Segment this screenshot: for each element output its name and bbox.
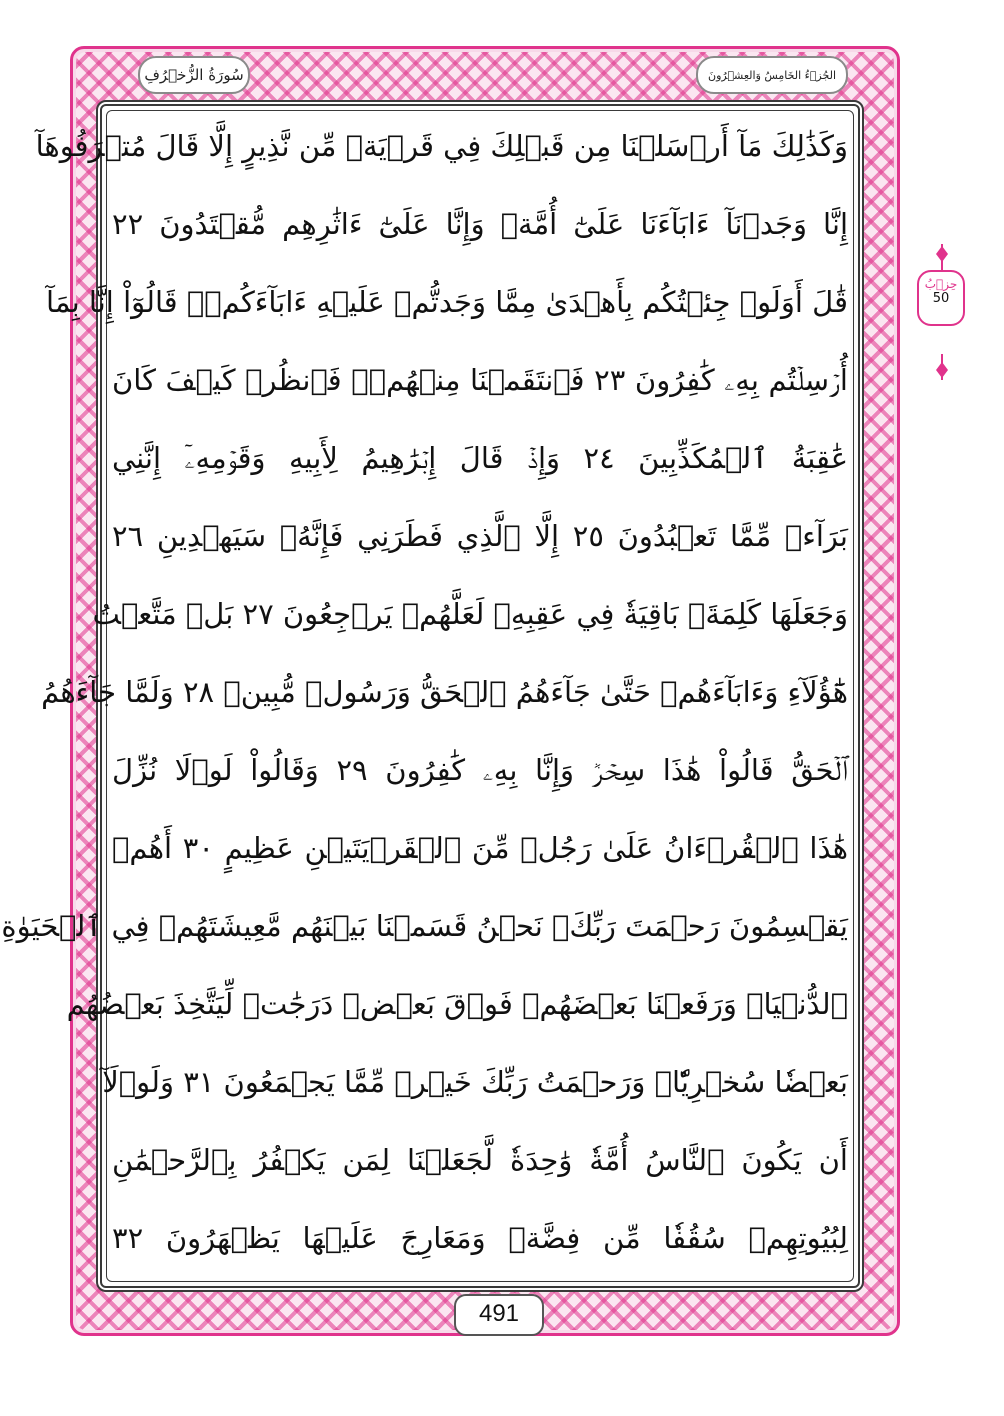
- hizb-number: 50: [932, 291, 950, 306]
- text-line-12: ٱلدُّنۡيَاۚ وَرَفَعۡنَا بَعۡضَهُمۡ فَوۡقَ بَعۡضٖ دَرَجَٰتٖ لِّيَتَّخِذَ بَعۡضُهُم: [66, 987, 848, 1021]
- text-line-2: إِنَّا وَجَدۡنَآ ءَابَآءَنَا عَلَىٰٓ أُمَّةٖ وَإِنَّا عَلَىٰٓ ءَاثَٰرِهِم مُّقۡتَدُونَ ٢٢: [112, 207, 848, 241]
- quran-text-block: [1, 108, 849, 1284]
- text-line-4: أُرۡسِلۡتُم بِهِۦ كَٰفِرُونَ ٢٣ فَٱنتَقَمۡنَا مِنۡهُمۡۖ فَٱنظُرۡ كَيۡفَ كَانَ: [112, 363, 848, 397]
- text-line-9: ٱلۡحَقُّ قَالُواْ هَٰذَا سِحۡرٞ وَإِنَّا بِهِۦ كَٰفِرُونَ ٢٩ وَقَالُواْ لَوۡلَا نُزِّلَ: [112, 753, 848, 787]
- text-line-10: هَٰذَا ٱلۡقُرۡءَانُ عَلَىٰ رَجُلٖ مِّنَ ٱلۡقَرۡيَتَيۡنِ عَظِيمٍ ٣٠ أَهُمۡ: [112, 831, 848, 865]
- surah-name-cartouche: [138, 56, 250, 94]
- juz-name: الجُزۡءُ الخَامِسُ وَالعِشۡرُونَ: [707, 68, 837, 82]
- hizb-label: حِزۡبُ: [924, 277, 958, 291]
- page-number: 491: [454, 1294, 544, 1336]
- text-line-8: هَٰٓؤُلَآءِ وَءَابَآءَهُمۡ حَتَّىٰ جَآءَهُمُ ٱلۡحَقُّ وَرَسُولٞ مُّبِينٞ ٢٨ وَلَمَّا جَآءَهُمُ: [41, 675, 848, 709]
- text-line-7: وَجَعَلَهَا كَلِمَةَۢ بَاقِيَةٗ فِي عَقِبِهِۦ لَعَلَّهُمۡ يَرۡجِعُونَ ٢٧ بَلۡ مَتَّعۡتُ: [92, 597, 848, 631]
- text-line-6: بَرَآءٞ مِّمَّا تَعۡبُدُونَ ٢٥ إِلَّا ٱلَّذِي فَطَرَنِي فَإِنَّهُۥ سَيَهۡدِينِ ٢٦: [112, 519, 849, 553]
- text-line-1: وَكَذَٰلِكَ مَآ أَرۡسَلۡنَا مِن قَبۡلِكَ فِي قَرۡيَةٖ مِّن نَّذِيرٍ إِلَّا قَالَ مُتۡرَفُوهَآ: [35, 129, 848, 163]
- juz-name-cartouche: [696, 56, 848, 94]
- text-line-3: قَٰلَ أَوَلَوۡ جِئۡتُكُم بِأَهۡدَىٰ مِمَّا وَجَدتُّمۡ عَلَيۡهِ ءَابَآءَكُمۡۖ قَالُوٓاْ إِنَّا بِمَآ: [46, 285, 848, 319]
- hizb-marker: [917, 270, 965, 326]
- text-line-14: أَن يَكُونَ ٱلنَّاسُ أُمَّةٗ وَٰحِدَةٗ لَّجَعَلۡنَا لِمَن يَكۡفُرُ بِٱلرَّحۡمَٰنِ: [112, 1143, 848, 1177]
- text-line-13: بَعۡضٗا سُخۡرِيّٗاۗ وَرَحۡمَتُ رَبِّكَ خَيۡرٞ مِّمَّا يَجۡمَعُونَ ٣١ وَلَوۡلَآ: [102, 1065, 848, 1099]
- text-line-15: لِبُيُوتِهِمۡ سُقُفٗا مِّن فِضَّةٖ وَمَعَارِجَ عَلَيۡهَا يَظۡهَرُونَ ٣٢: [112, 1221, 848, 1255]
- text-line-11: يَقۡسِمُونَ رَحۡمَتَ رَبِّكَۚ نَحۡنُ قَسَمۡنَا بَيۡنَهُم مَّعِيشَتَهُمۡ فِي ٱلۡحَيَوٰةِ: [1, 909, 848, 943]
- text-line-5: عَٰقِبَةُ ٱلۡمُكَذِّبِينَ ٢٤ وَإِذۡ قَالَ إِبۡرَٰهِيمُ لِأَبِيهِ وَقَوۡمِهِۦٓ إِنَّنِي: [112, 441, 849, 475]
- surah-name: سُورَةُ الزُّخۡرُفِ: [144, 66, 244, 84]
